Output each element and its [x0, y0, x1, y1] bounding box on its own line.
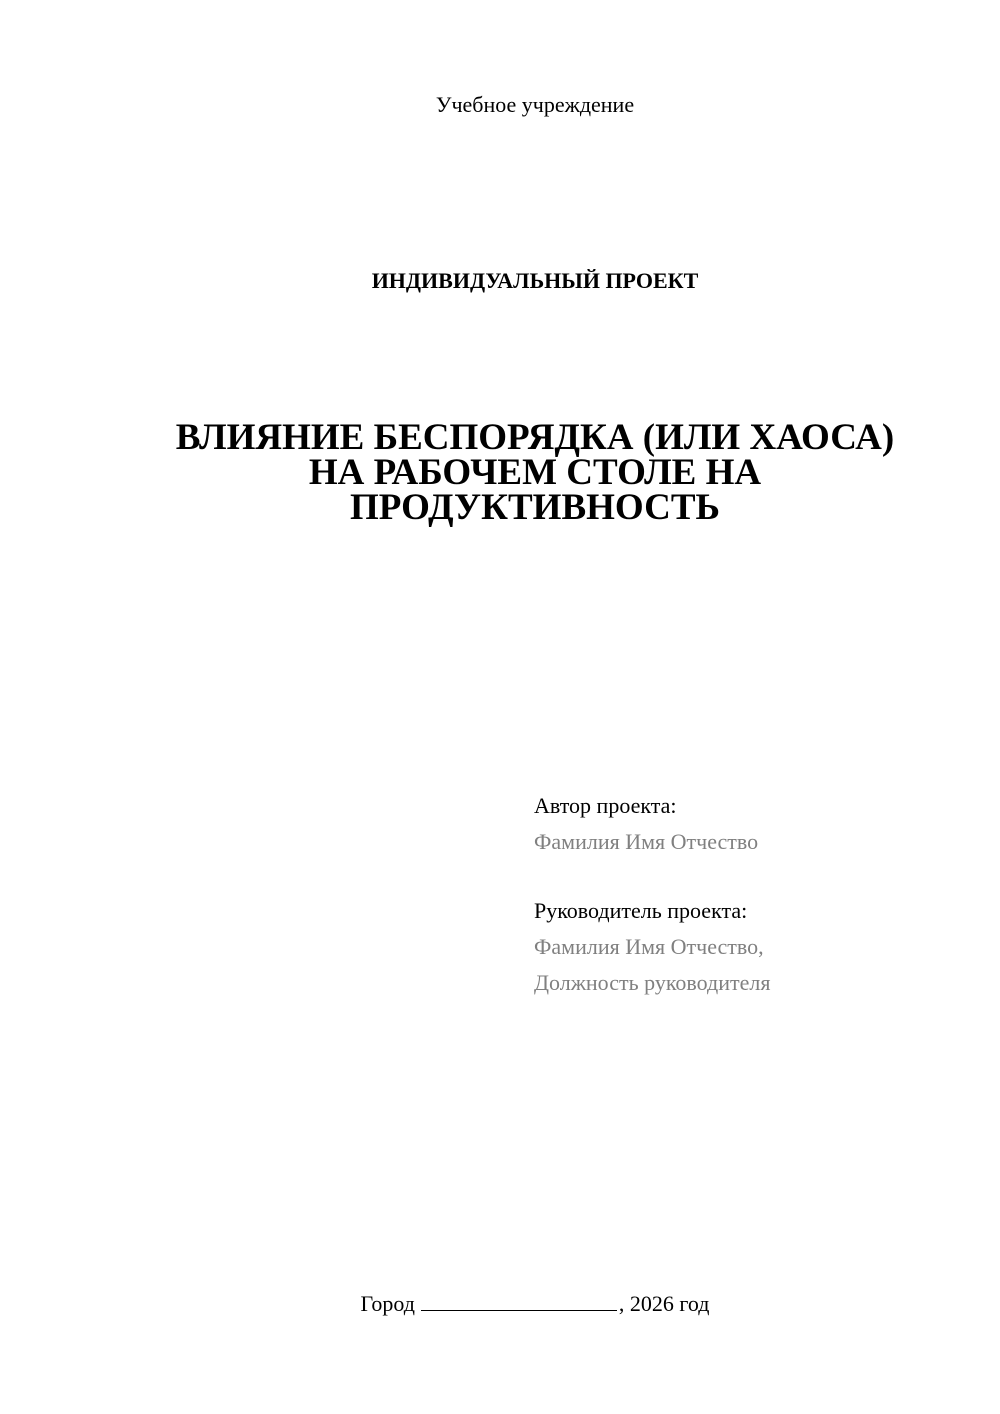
footer	[70, 1290, 1000, 1317]
author-block	[534, 788, 758, 860]
institution: Учебное учреждение	[435, 92, 635, 117]
supervisor-label: Руководитель проекта:	[534, 898, 748, 923]
document-title	[70, 417, 1000, 528]
supervisor-block	[534, 893, 770, 1001]
city-blank-line	[421, 1290, 617, 1311]
year-text: , 2026 год	[618, 1291, 710, 1316]
title-line: НА РАБОЧЕМ СТОЛЕ НА	[308, 452, 762, 493]
supervisor-position: Должность руководителя	[534, 970, 771, 995]
author-name: Фамилия Имя Отчество	[534, 829, 759, 854]
title-line: ПРОДУКТИВНОСТЬ	[350, 487, 720, 528]
project-type: ИНДИВИДУАЛЬНЫЙ ПРОЕКТ	[371, 268, 699, 293]
city-label: Город	[360, 1291, 415, 1316]
title-line: ВЛИЯНИЕ БЕСПОРЯДКА (ИЛИ ХАОСА)	[175, 417, 895, 458]
author-label: Автор проекта:	[534, 793, 677, 818]
supervisor-name: Фамилия Имя Отчество,	[534, 934, 764, 959]
